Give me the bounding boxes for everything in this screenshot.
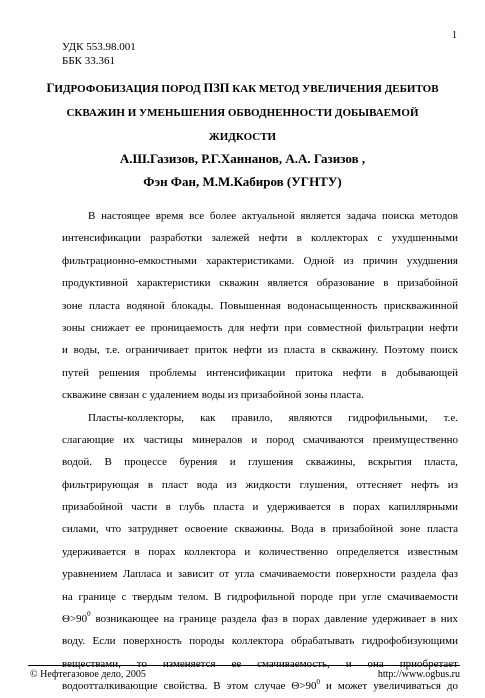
- body-line: продуктивной характеристики скважин является образование в призабойной: [62, 277, 458, 290]
- body-line: фильтрационно-емкостными характеристиками. Одной из причин ухудшения: [62, 254, 458, 267]
- udk-code: УДК 553.98.001: [62, 41, 136, 53]
- body-line: на границе с твердым телом. В гидрофильной породе при угле смачиваемости: [62, 590, 458, 603]
- body-line: зоне пласта водяной блокады. Повышенная водонасыщенность прискважинной: [62, 299, 458, 312]
- angle-symbol: Θ>90: [62, 613, 88, 626]
- body-line: призабойной части в глубь пласта и удерживается в порах капиллярными: [62, 501, 458, 514]
- body-line: воду. Если поверхность породы коллектора обрабатывать гидрофобизующими: [62, 635, 458, 648]
- title-line-1: ГИДРОФОБИЗАЦИЯ ПОРОД ПЗП КАК МЕТОД УВЕЛИЧЕНИЯ ДЕБИТОВ: [46, 81, 439, 95]
- title-line-3: ЖИДКОСТИ: [208, 131, 277, 143]
- body-line: водой. В процессе бурения и глушения скважины, вскрытия пласта,: [62, 456, 458, 469]
- body-line-with-angle: $\Theta>90^0$ возникающее на границе раздела фаз в порах давление удерживает в них: [62, 610, 458, 626]
- title-line-2: СКВАЖИН И УМЕНЬШЕНИЯ ОБВОДНЕННОСТИ ДОБЫВАЕМОЙ: [66, 107, 419, 119]
- article-body: [62, 205, 458, 698]
- footer-url[interactable]: http://www.ogbus.ru: [377, 669, 460, 680]
- authors-line-1: А.Ш.Газизов, Р.Г.Ханнанов, А.А. Газизов ,: [119, 151, 366, 166]
- bbk-code: ББК 33.361: [62, 55, 115, 67]
- classification-codes: [62, 40, 136, 68]
- page-number: 1: [452, 30, 457, 41]
- body-line: веществами, то изменяется ее смачиваемость, и она приобретает: [62, 657, 458, 670]
- angle-symbol: Θ>90: [291, 680, 317, 693]
- article-title: [40, 76, 445, 149]
- body-line: и воды, т.е. ограничивает приток нефти из пласта в скважину. Поэтому поиск: [62, 344, 458, 357]
- body-line: удерживается в порах коллектора и количественно определяется известным: [62, 545, 458, 558]
- footer-divider: [28, 665, 460, 666]
- body-line: уравнением Лапласа и зависит от угла смачиваемости поверхности раздела фаз: [62, 568, 458, 581]
- page-footer: [30, 669, 460, 680]
- body-line: скважине связан с удалением воды из призабойной зоны пласта.: [62, 389, 364, 402]
- authors: [40, 147, 445, 193]
- body-line: Пласты-коллекторы, как правило, являются гидрофильными, т.е.: [88, 411, 458, 424]
- authors-line-2: Фэн Фан, М.М.Кабиров (УГНТУ): [143, 174, 342, 189]
- degree-mark: 0: [87, 610, 91, 619]
- body-line: слагающие их частицы минералов и пород смачиваются преимущественно: [62, 433, 458, 446]
- body-line: зоны снижает ее проницаемость для нефти при совместной фильтрации нефти: [62, 321, 458, 334]
- degree-mark: 0: [316, 677, 321, 686]
- body-line-with-angle: водоотталкивающие свойства. В этом случае $\Theta>90^0$ и может увеличиваться до: [62, 677, 458, 693]
- body-line: В настоящее время все более актуальной является задача поиска методов: [88, 210, 458, 222]
- body-line: силами, что затрудняет освоение скважины. Вода в призабойной зоне пласта: [62, 523, 458, 536]
- body-line: интенсификации разработки залежей нефти в коллекторах с ухудшенными: [62, 232, 458, 245]
- body-line: путей решения проблемы интенсификации притока нефти в добывающей: [62, 366, 458, 379]
- body-line: фильтрирующая в пласт вода из жидкости глушения, оттесняет нефть из: [62, 478, 458, 491]
- footer-copyright: © Нефтегазовое дело, 2005: [30, 669, 146, 680]
